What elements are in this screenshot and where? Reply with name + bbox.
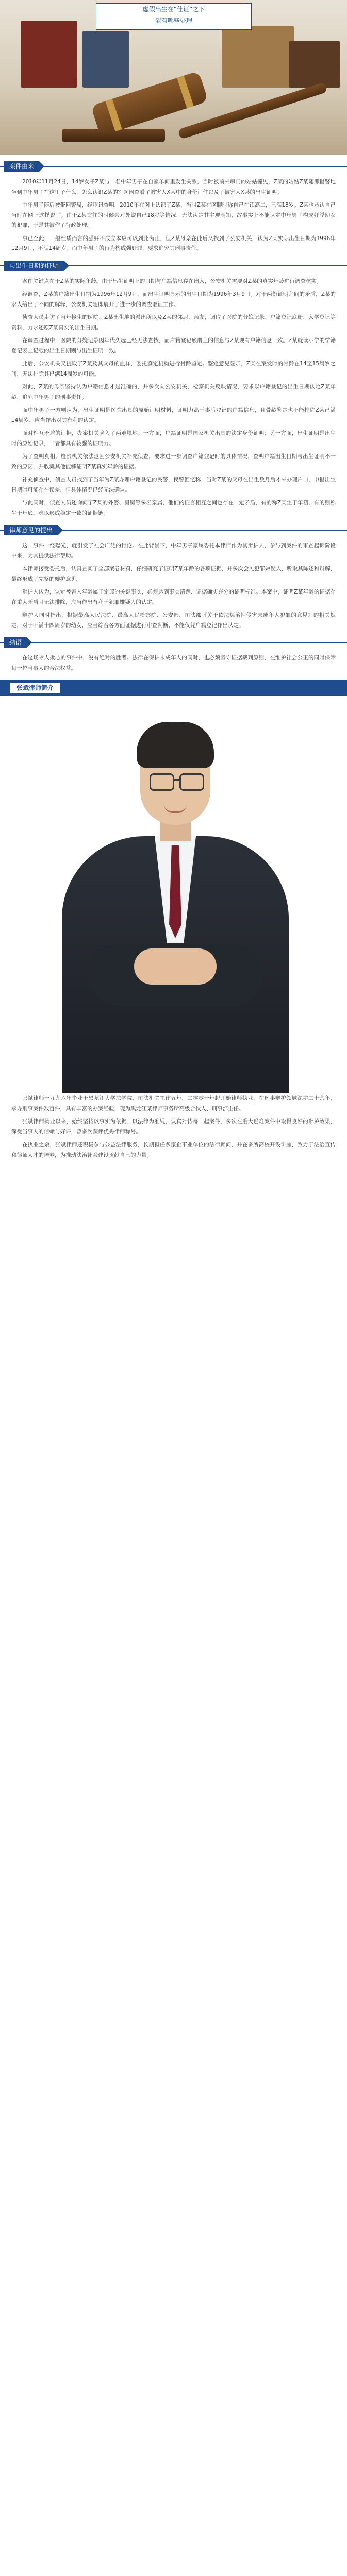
paragraph: 2010年11月24日，14岁女子Z某与一名中年男子在自家单间里发生关系，当时被前来串门的姑姑撞见，Z某的姑姑Z某随即报警地坐到中年男子在这里子什么，怎么认识Z某的？起因查看了被害人X某中的身份证件以及了被害人X某的出生证明。 [11, 179, 336, 195]
hero-title-line1: 虚假出生在“仕证”之下 [142, 6, 205, 13]
hero-image [0, 0, 347, 155]
paragraph: 面对相互矛盾的证据，办案机关陷入了两难境地。一方面，户籍证明是国家机关出具的法定身份证明；另一方面，出生证明是出生时的原始记录，二者都具有较强的证明力。 [11, 430, 336, 447]
paragraph: 与此同时，侦查人员还询问了Z某的外婆、舅舅等多名亲属，他们的证言相互之间也存在一定矛盾，有的称Z某生于年初，有的则称生于年底，难以形成稳定一致的证据链。 [11, 500, 336, 516]
section-banner [0, 259, 347, 273]
book-icon [21, 21, 77, 88]
section-text [0, 652, 347, 673]
section-text [0, 176, 347, 254]
section-text [0, 540, 347, 631]
hero-title-line2: 能有哪些处理 [155, 17, 192, 24]
section-label: 与出生日期的证明 [4, 261, 64, 271]
paragraph: 这一事件一经曝光，就引发了社会广泛的讨论。在此背景下，中年男子家属委托本律师作为其辩护人，参与到案件的审查起诉阶段中来，为其提供法律帮助。 [11, 543, 336, 559]
book-icon [222, 26, 294, 88]
article-page [0, 0, 347, 1160]
paragraph: 事已至此，一般性质而言的强奸不成立本应可以到此为止，但Z某母亲在此后又找到了公安机关，认为Z某实际出生日期为1996年12月9日，不满14周岁。而中年男子的行为构成强奸罪，要求追究其刑事责任。 [11, 235, 336, 251]
paragraph: 经调查，Z某的户籍出生日期为1996年12月9日，而出生证明显示的出生日期为1996年3月9日。对于两份证明之间的矛盾，Z某的家人给出了不同的解释，公安机关随即展开了进一步的调查取证工作。 [11, 291, 336, 308]
paragraph: 本律师接受委托后，认真查阅了全部案卷材料，仔细研究了证明Z某年龄的各项证据，并多次会见犯罪嫌疑人，听取其陈述和辩解，最终形成了完整的辩护意见。 [11, 566, 336, 582]
paragraph: 在调查过程中，医院的分娩记录因年代久远已经无法查找，而户籍登记底册上的信息与Z某现有户籍信息一致。Z某就读小学的学籍登记表上记载的出生日期则与出生证明一致。 [11, 337, 336, 354]
paragraph: 张斌律师执业以来，始终坚持以事实为依据、以法律为准绳，认真对待每一起案件，多次在重大疑难案件中取得良好的辩护效果，深受当事人的信赖与好评，曾多次获评优秀律师称号。 [11, 1118, 336, 1135]
paragraph: 张斌律师一九九六年毕业于黑龙江大学法学院，司法机关工作五年，二零零一年起开始律师执业，在刑事辩护领域深耕二十余年，承办刑事案件数百件，具有丰富的办案经验，现为黑龙江某律师事务所高级合伙人、刑事部主任。 [11, 1095, 336, 1112]
section-text [0, 276, 347, 519]
bio-label: 张斌律师简介 [10, 683, 60, 693]
paragraph: 侦查人员走访了当年接生的医院、Z某出生地的派出所以及Z某的邻居、亲友，调取了医院的分娩记录、户籍登记底册、入学登记等资料，力求还原Z某真实的出生日期。 [11, 314, 336, 331]
section-banner [0, 523, 347, 537]
paragraph: 中年男子随后被带回警局，经审讯查明，2010年在网上认识了Z某，当时Z某在网聊时称自己在读高二，已满18岁。Z某也承认自己当时在网上这样说了。由于Z某交往的时候会对外说自己18岁等情况，无法认定其主观明知，故事实上不能认定中年男子构成奸淫幼女的犯罪，于是其被作了行政处理。 [11, 202, 336, 228]
lawyer-portrait [0, 701, 347, 1093]
paragraph: 在这场令人揪心的事件中，没有绝对的胜者。法律在保护未成年人的同时，也必须坚守证据裁判原则，在维护社会公正的同时保障每一位当事人的合法权益。 [11, 655, 336, 671]
bio-text [0, 1093, 347, 1160]
book-icon [82, 31, 129, 88]
paragraph: 对此，Z某的母亲坚持认为户籍信息才是准确的，并多次向公安机关、检察机关反映情况，要求以户籍登记的出生日期认定Z某年龄，追究中年男子的刑事责任。 [11, 384, 336, 400]
section-banner [0, 636, 347, 649]
section-banner [0, 160, 347, 173]
book-icon [289, 41, 340, 88]
paragraph: 案件关键点在于Z某的实际年龄。由于出生证明上的日期与户籍信息存在出入，公安机关需要对Z某的真实年龄进行调查核实。 [22, 278, 322, 284]
section-label: 案件由来 [4, 161, 39, 172]
paragraph: 辩护人同时指出，根据最高人民法院、最高人民检察院、公安部、司法部《关于依法惩治性侵害未成年人犯罪的意见》的相关规定，对于不满十四周岁的幼女，应当综合各方面证据进行审查判断，不能仅凭户籍登记作出认定。 [11, 612, 336, 629]
paragraph: 补充侦查中，侦查人员找到了当年为Z某办理户籍登记的民警，民警回忆称，当时Z某的父母在出生数月后才来办理户口，申报出生日期时可能存在误差，但具体情况已经无法确认。 [11, 477, 336, 493]
bio-banner [0, 680, 347, 696]
section-label: 律师意见的提出 [4, 525, 58, 535]
paragraph: 为了查明真相，检察机关依法退回公安机关补充侦查，要求进一步调查户籍登记时的具体情况，查明户籍出生日期与出生证明不一致的原因，并收集其他能够证明Z某真实年龄的证据。 [11, 453, 336, 470]
paragraph: 在执业之余，张斌律师还积极参与公益法律服务，长期担任多家企事业单位的法律顾问，并在多所高校开设讲座，致力于法治宣传和律师人才的培养，为推动法治社会建设贡献自己的力量。 [11, 1142, 336, 1158]
paragraph: 此后，公安机关又提取了Z某及其父母的血样，委托鉴定机构进行骨龄鉴定。鉴定意见显示，Z某在案发时的骨龄在14至15周岁之间，无法排除其已满14周岁的可能。 [11, 361, 336, 377]
hero-title [96, 3, 252, 30]
paragraph: 辩护人认为，认定被害人年龄属于定罪的关键事实，必须达到事实清楚、证据确实充分的证明标准。本案中，证明Z某年龄的证据存在重大矛盾且无法排除，应当作出有利于犯罪嫌疑人的认定。 [11, 589, 336, 605]
glasses-icon [150, 773, 174, 791]
paragraph: 而中年男子一方则认为，出生证明是医院出具的原始证明材料，证明力高于事后登记的户籍信息，且骨龄鉴定也不能排除Z某已满14周岁，应当作出对其有利的认定。 [11, 407, 336, 423]
section-label: 结语 [4, 637, 27, 648]
